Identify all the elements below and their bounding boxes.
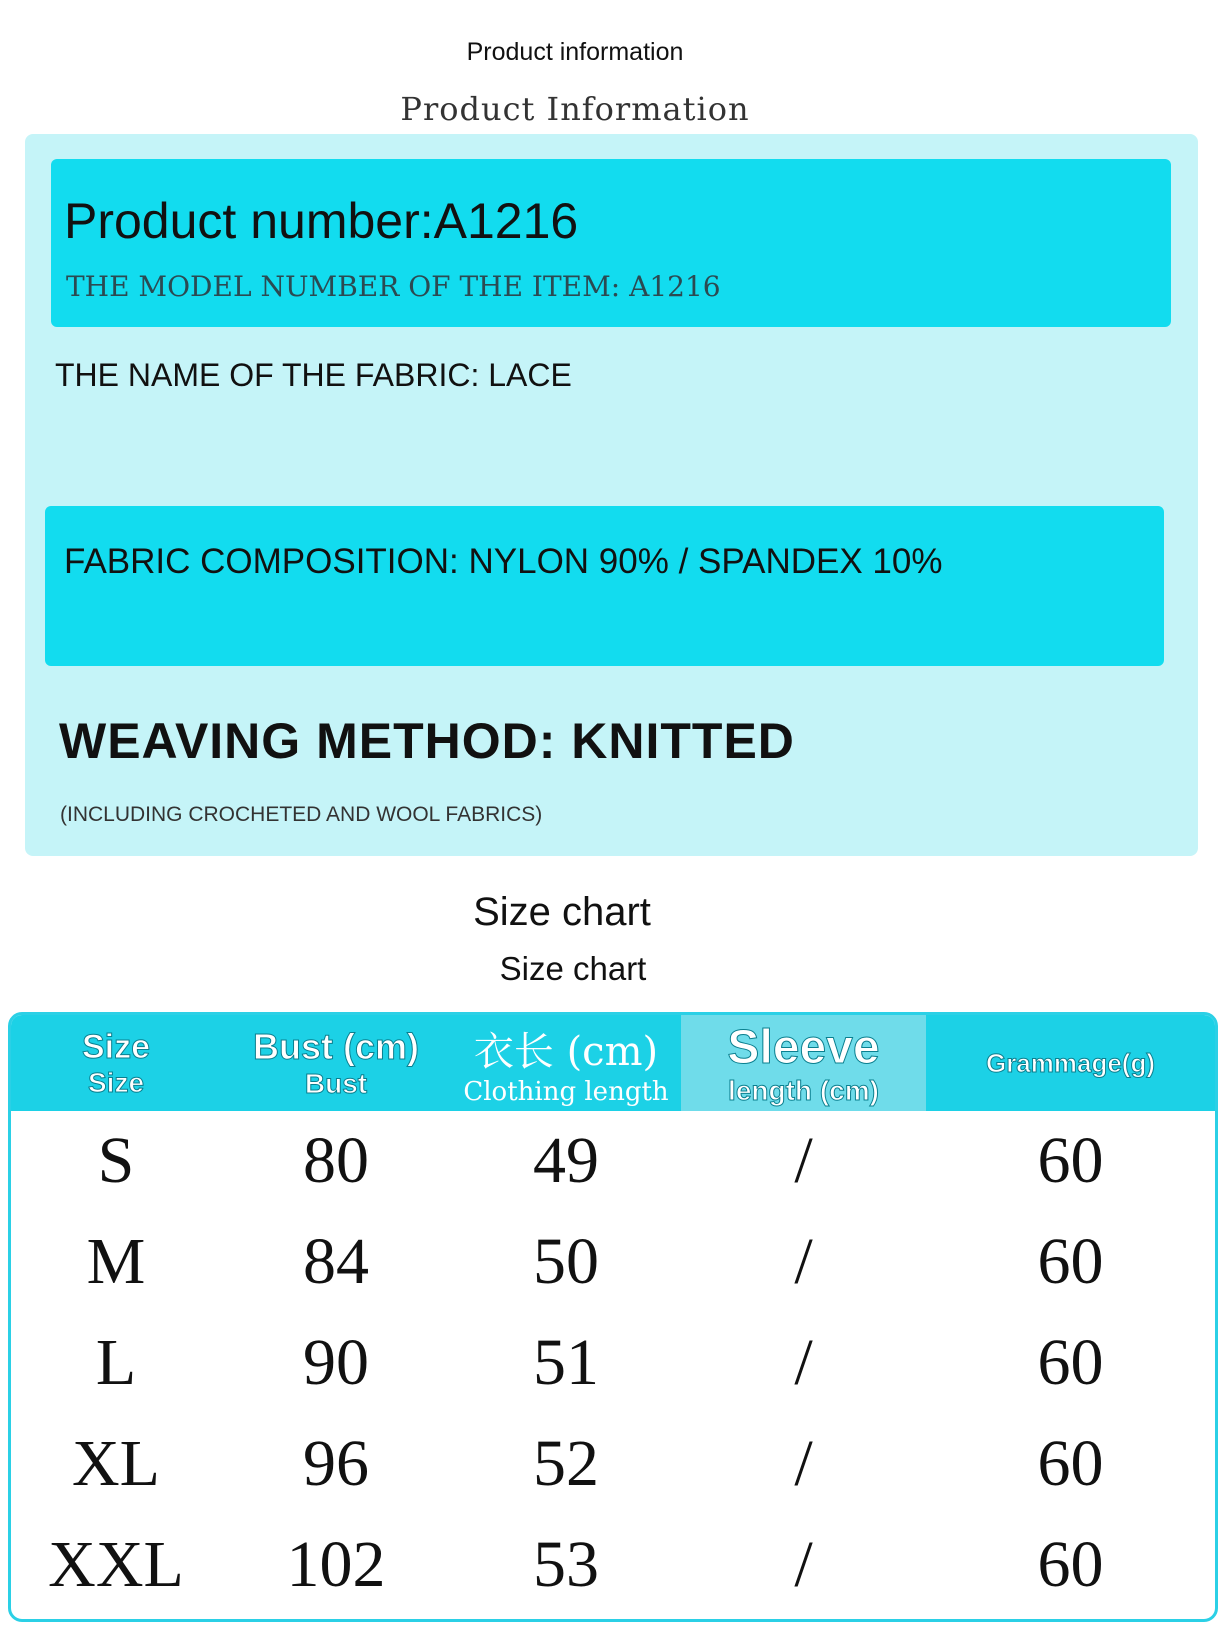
table-cell: 90 [303,1326,369,1399]
table-cell: 102 [286,1528,386,1601]
column-header [11,1015,221,1111]
fabric-name: THE NAME OF THE FABRIC: LACE [55,357,572,393]
column-header-main: 衣长 (cm) [473,1028,659,1075]
table-cell: / [794,1326,813,1399]
table-cell: 84 [303,1225,369,1298]
table-cell: 96 [303,1427,369,1500]
table-cell: XXL [48,1528,184,1601]
fabric-composition: FABRIC COMPOSITION: NYLON 90% / SPANDEX 10% [64,542,943,581]
table-row [11,1515,1215,1615]
table-cell: 53 [533,1528,599,1601]
size-chart-subtitle: Size chart [499,950,647,987]
table-cell: 49 [533,1124,599,1197]
table-cell: / [794,1225,813,1298]
table-header [11,1015,1215,1111]
table-cell: 60 [1037,1225,1104,1298]
size-chart-title: Size chart [473,890,651,934]
column-header-main: Grammage(g) [985,1047,1156,1078]
table-cell: L [95,1326,137,1399]
table-cell: 60 [1037,1528,1104,1601]
table-row [11,1111,1215,1211]
table-cell: S [97,1124,135,1197]
column-header-main: Bust (cm) [252,1026,419,1067]
column-header-sub: Clothing length [463,1076,669,1107]
table-cell: / [794,1427,813,1500]
column-header [926,1015,1215,1111]
weaving-note: (INCLUDING CROCHETED AND WOOL FABRICS) [60,803,543,826]
table-cell: / [794,1124,813,1197]
table-row [11,1212,1215,1312]
column-header-sub: Bust [304,1068,368,1099]
table-cell: M [86,1225,146,1298]
size-table [8,1012,1218,1622]
table-cell: / [794,1528,813,1601]
table-row [11,1313,1215,1413]
table-row [11,1414,1215,1514]
column-header-main: Sleeve [727,1020,880,1074]
column-header [451,1015,681,1111]
table-cell: 60 [1037,1124,1104,1197]
page-subtitle: Product Information [400,90,750,128]
column-header [221,1015,451,1111]
column-header-main: Size [81,1027,151,1066]
model-number: THE MODEL NUMBER OF THE ITEM: A1216 [66,270,721,303]
table-cell: 60 [1037,1326,1104,1399]
column-header [681,1015,926,1111]
table-cell: 51 [533,1326,599,1399]
table-cell: 80 [303,1124,369,1197]
table-cell: XL [72,1427,160,1500]
column-header-sub: length (cm) [728,1074,879,1106]
column-header-sub: Size [87,1066,145,1098]
composition-band [45,506,1164,666]
product-number: Product number:A1216 [64,193,579,249]
table-cell: 50 [533,1225,599,1298]
weaving-method: WEAVING METHOD: KNITTED [59,713,795,769]
table-cell: 60 [1037,1427,1104,1500]
page-title: Product information [466,38,684,66]
table-cell: 52 [533,1427,599,1500]
